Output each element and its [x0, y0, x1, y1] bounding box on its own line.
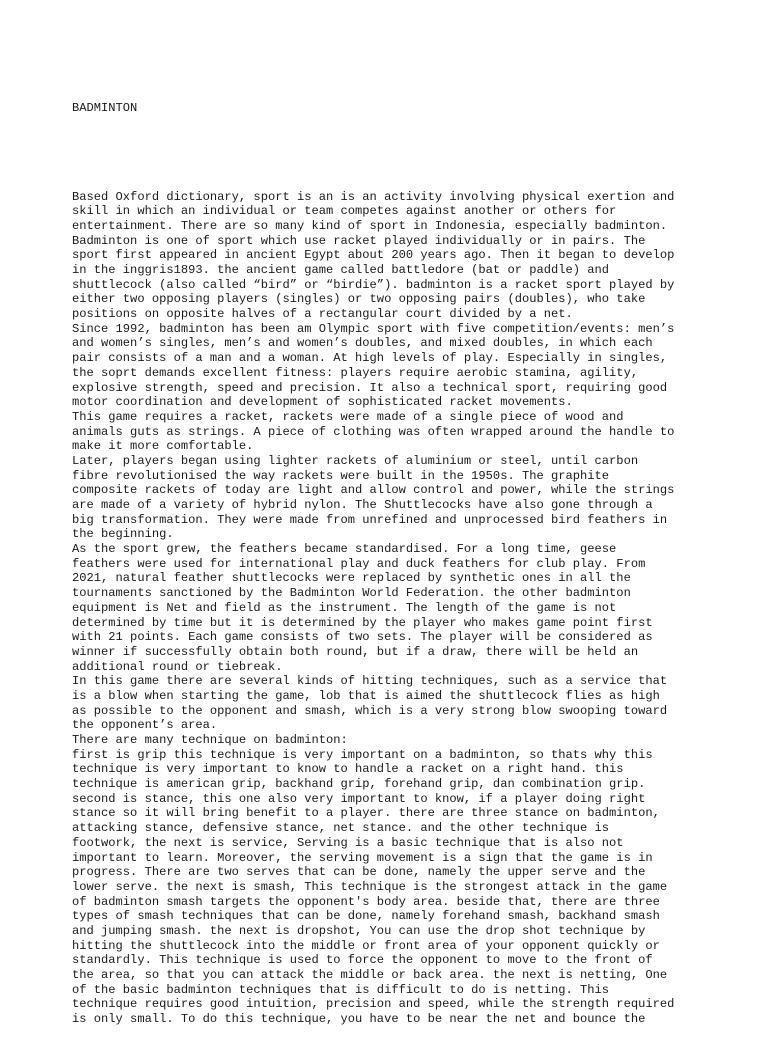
text-line: Badminton is one of sport which use racket played individually or in pairs. The: [72, 233, 646, 248]
text-line: equipment is Net and field as the instrument. The length of the game is not: [72, 600, 617, 615]
text-line: skill in which an individual or team competes against another or others for: [72, 204, 617, 219]
text-line: of badminton smash targets the opponent's body area. beside that, there are three: [72, 894, 660, 909]
text-line: second is stance, this one also very important to know, if a player doing right: [72, 791, 646, 806]
text-line: technique requires good intuition, precision and speed, while the strength required: [72, 997, 675, 1012]
text-line: animals guts as strings. A piece of clothing was often wrapped around the handle to: [72, 424, 675, 439]
text-line: This game requires a racket, rackets were made of a single piece of wood and: [72, 409, 624, 424]
text-line: lower serve. the next is smash, This technique is the strongest attack in the game: [72, 879, 668, 894]
text-line: the opponent’s area.: [72, 718, 218, 733]
text-line: progress. There are two serves that can be done, namely the upper serve and the: [72, 865, 646, 880]
text-line: is a blow when starting the game, lob that is aimed the shuttlecock flies as high: [72, 688, 660, 703]
text-line: the area, so that you can attack the middle or back area. the next is netting, One: [72, 968, 668, 983]
blank-line: [72, 146, 712, 161]
text-line: feathers were used for international play and duck feathers for club play. From: [72, 556, 646, 571]
document-title: BADMINTON: [72, 101, 138, 116]
text-line: Since 1992, badminton has been am Olympic sport with five competition/events: men’s: [72, 321, 675, 336]
text-line: entertainment. There are so many kind of sport in Indonesia, especially badminton.: [72, 218, 668, 233]
text-line: sport first appeared in ancient Egypt about 200 years ago. Then it began to develop: [72, 248, 675, 263]
text-line: technique is american grip, backhand grip, forehand grip, dan combination grip.: [72, 777, 646, 792]
text-line: in the inggris1893. the ancient game called battledore (bat or paddle) and: [72, 263, 610, 278]
text-line: types of smash techniques that can be done, namely forehand smash, backhand smash: [72, 909, 660, 924]
text-line: and women’s singles, men’s and women’s doubles, and mixed doubles, in which each: [72, 336, 653, 351]
text-line: first is grip this technique is very important on a badminton, so thats why this: [72, 747, 653, 762]
text-line: standardly. This technique is used to force the opponent to move to the front of: [72, 953, 653, 968]
text-line: As the sport grew, the feathers became standardised. For a long time, geese: [72, 542, 617, 557]
text-line: footwork, the next is service, Serving is a basic technique that is also not: [72, 835, 624, 850]
text-line: the soprt demands excellent fitness: players require aerobic stamina, agility,: [72, 365, 639, 380]
paragraph-lines: [72, 190, 712, 1027]
text-line: shuttlecock (also called “bird” or “birdie”). badminton is a racket sport played by: [72, 277, 675, 292]
text-line: technique is very important to know to handle a racket on a right hand. this: [72, 762, 624, 777]
text-line: Later, players began using lighter rackets of aluminium or steel, until carbon: [72, 453, 639, 468]
text-line: make it more comfortable.: [72, 439, 254, 454]
text-line: 2021, natural feather shuttlecocks were replaced by synthetic ones in all the: [72, 571, 631, 586]
text-line: attacking stance, defensive stance, net stance. and the other technique is: [72, 821, 610, 836]
text-line: big transformation. They were made from unrefined and unprocessed bird feathers in: [72, 512, 668, 527]
text-line: as possible to the opponent and smash, which is a very strong blow swooping toward: [72, 703, 668, 718]
text-line: composite rackets of today are light and allow control and power, while the strings: [72, 483, 675, 498]
text-line: In this game there are several kinds of hitting techniques, such as a service that: [72, 674, 668, 689]
text-line: tournaments sanctioned by the Badminton World Federation. the other badminton: [72, 586, 631, 601]
text-line: important to learn. Moreover, the serving movement is a sign that the game is in: [72, 850, 653, 865]
text-line: and jumping smash. the next is dropshot, You can use the drop shot technique by: [72, 923, 646, 938]
text-line: of the basic badminton techniques that is difficult to do is netting. This: [72, 982, 610, 997]
text-line: fibre revolutionised the way rackets were built in the 1950s. The graphite: [72, 468, 610, 483]
text-line: additional round or tiebreak.: [72, 659, 283, 674]
text-line: motor coordination and development of sophisticated racket movements.: [72, 395, 573, 410]
text-line: There are many technique on badminton:: [72, 733, 348, 748]
text-line: with 21 points. Each game consists of two sets. The player will be considered as: [72, 630, 653, 645]
text-line: stance so it will bring benefit to a player. there are three stance on badminton,: [72, 806, 660, 821]
text-line: determined by time but it is determined by the player who makes game point first: [72, 615, 653, 630]
text-line: pair consists of a man and a woman. At high levels of play. Especially in singles,: [72, 351, 668, 366]
text-line: winner if successfully obtain both round, but if a draw, there will be held an: [72, 644, 639, 659]
text-line: the beginning.: [72, 527, 174, 542]
text-line: positions on opposite halves of a rectangular court divided by a net.: [72, 307, 573, 322]
document-body: [72, 72, 712, 1056]
text-line: hitting the shuttlecock into the middle or front area of your opponent quickly or: [72, 938, 660, 953]
text-line: either two opposing players (singles) or two opposing pairs (doubles), who take: [72, 292, 646, 307]
text-line: is only small. To do this technique, you have to be near the net and bounce the: [72, 1012, 646, 1027]
text-line: explosive strength, speed and precision. It also a technical sport, requiring good: [72, 380, 668, 395]
text-line: Based Oxford dictionary, sport is an is an activity involving physical exertion and: [72, 189, 675, 204]
text-line: are made of a variety of hybrid nylon. The Shuttlecocks have also gone through a: [72, 498, 653, 513]
